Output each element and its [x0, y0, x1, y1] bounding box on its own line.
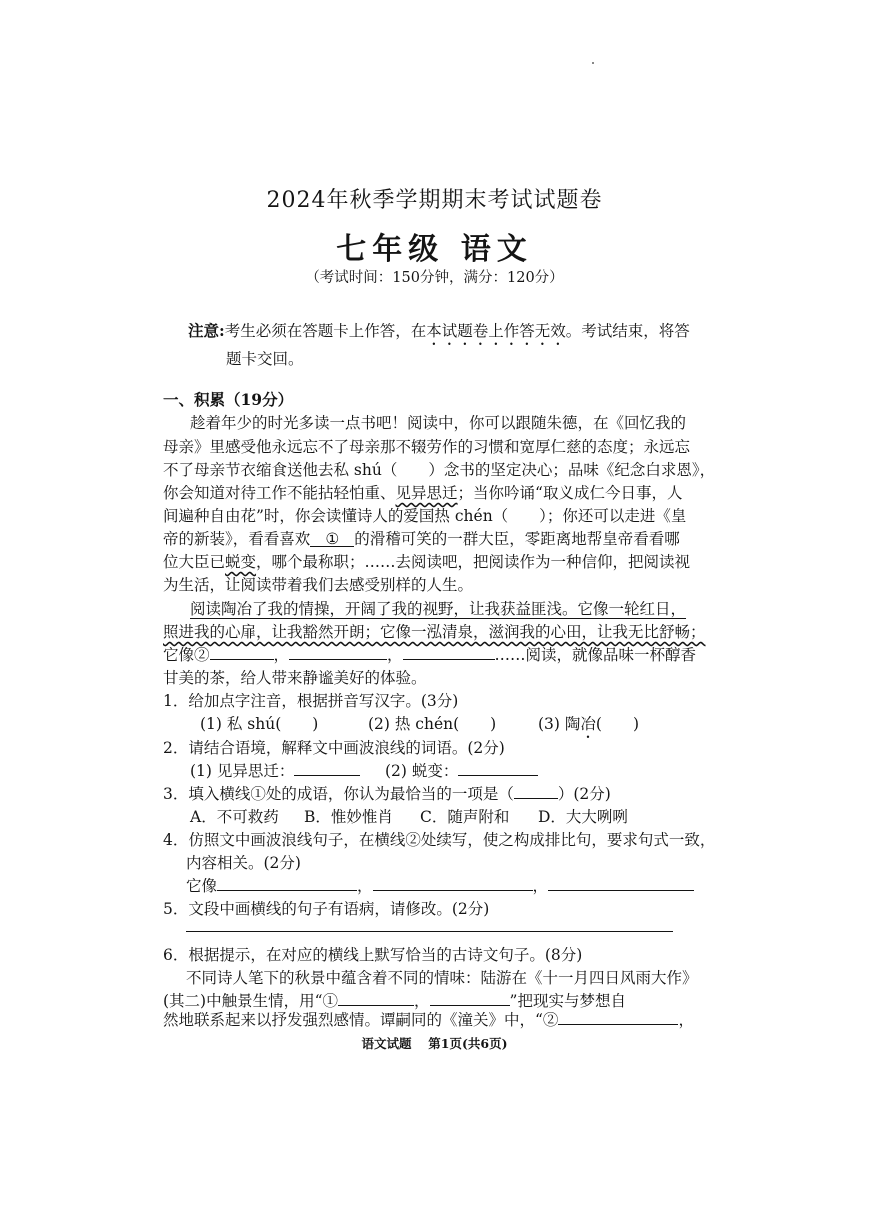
notice-emphasis: 本试题卷上作答无效: [426, 322, 566, 340]
passage-line: 甘美的茶，给人带来静谧美好的体验。: [163, 669, 427, 687]
q6-blank-1a: [338, 989, 414, 1006]
q4-blank-1: [217, 874, 357, 891]
passage-line: 位大臣已蜕变，哪个最称职；……去阅读吧，把阅读作为一种信仰，把阅读视: [163, 553, 691, 571]
wavy-term-tuibian: 蜕变: [225, 553, 257, 571]
q1-item-2: (2) 热 chén( ): [368, 715, 497, 733]
scan-speck: [592, 62, 594, 64]
q5-answer-line: [186, 931, 673, 932]
blank-1: ①: [310, 530, 354, 547]
subject-title: 七年级 语文: [336, 232, 533, 267]
wavy-term-jianyisiqian: 见异思迁: [395, 484, 458, 502]
blank-2b: [289, 643, 387, 660]
page-footer: 语文试题 第1页(共6页): [361, 1036, 508, 1051]
q6-passage-line: 然地联系起来以抒发强烈感情。谭嗣同的《潼关》中，“② ，: [163, 1008, 694, 1030]
question-4: 4．仿照文中画波浪线句子，在横线②处续写，使之构成排比句，要求句式一致，: [163, 831, 716, 849]
section-heading: 一、积累（19分）: [163, 390, 294, 409]
q4-blank-2: [373, 874, 533, 891]
passage-line: 为生活，让阅读带着我们去感受别样的人生。: [163, 576, 474, 594]
q3-option-c: C．随声附和: [420, 808, 510, 826]
passage-line-blank-2: 它像② ， ， ……阅读，就像品味一杯醇香: [163, 643, 696, 665]
q3-option-b: B．惟妙惟肖: [304, 808, 393, 826]
notice-line-2: 题卡交回。: [226, 350, 304, 368]
notice-label: 注意:: [188, 321, 225, 340]
q3-answer-blank: [514, 782, 558, 799]
question-2: 2．请结合语境，解释文中画波浪线的词语。(2分): [163, 739, 505, 757]
q4-answer-line: 它像 ， ，: [186, 874, 694, 896]
q2-blank-1: [294, 759, 360, 776]
q1-item-1: (1) 私 shú( ): [200, 715, 319, 733]
q4-blank-3: [548, 874, 694, 891]
wavy-sentence: 照进我的心扉，让我豁然开朗；它像一泓清泉，滋润我的心田，让我无比舒畅；: [163, 623, 706, 641]
underlined-sentence: 阅读陶冶了我的情操，开阔了我的视野，让我获益匪浅。它像一轮红日，: [190, 600, 687, 618]
exam-time-score: （考试时间：150分钟，满分：120分）: [305, 270, 564, 286]
passage-line: 趁着年少的时光多读一点书吧！阅读中，你可以跟随朱德，在《回忆我的: [190, 414, 687, 432]
passage-line: 间遍种自由花”时，你会读懂诗人的爱国热 chén（ ）；你还可以走进《皇: [163, 507, 687, 525]
question-6: 6．根据提示，在对应的横线上默写恰当的古诗文句子。(8分): [163, 946, 583, 964]
question-1: 1．给加点字注音，根据拼音写汉字。(3分): [163, 692, 459, 710]
q2-item-1: (1) 见异思迁：: [190, 759, 360, 781]
passage-line: 不了母亲节衣缩食送他去私 shú（ ）念书的坚定决心；品味《纪念白求恩》，: [163, 461, 716, 479]
blank-2a: [210, 643, 274, 660]
q6-blank-1b: [430, 989, 510, 1006]
q6-passage-line: 不同诗人笔下的秋景中蕴含着不同的情味：陆游在《十一月四日风雨大作》: [186, 969, 698, 987]
question-3: 3．填入横线①处的成语，你认为最恰当的一项是（ ）(2分): [163, 782, 611, 804]
question-5: 5．文段中画横线的句子有语病，请修改。(2分): [163, 900, 490, 918]
notice-line-1: 注意:考生必须在答题卡上作答，在本试题卷上作答无效。考试结束，将答: [188, 321, 690, 340]
q6-blank-2: [558, 1008, 678, 1025]
q1-item-3: (3) 陶冶( ): [538, 715, 640, 733]
passage-line: 帝的新装》，看看喜欢 ① 的滑稽可笑的一群大臣，零距离地帮皇帝看看哪: [163, 530, 680, 548]
q3-option-d: D．大大咧咧: [538, 808, 628, 826]
q3-option-a: A．不可救药: [190, 808, 279, 826]
blank-2c: [403, 643, 495, 660]
q6-passage-line: (其二)中触景生情，用“① ， ”把现实与梦想自: [163, 989, 626, 1011]
exam-title: 2024年秋季学期期末考试试题卷: [266, 188, 603, 213]
q2-item-2: (2) 蜕变：: [385, 759, 538, 781]
passage-line: 你会知道对待工作不能拈轻怕重、见异思迁；当你吟诵“取义成仁今日事，人: [163, 484, 683, 502]
q2-blank-2: [458, 759, 538, 776]
passage-line: 母亲》里感受他永远忘不了母亲那不辍劳作的习惯和宽厚仁慈的态度；永远忘: [163, 438, 691, 456]
question-4-cont: 内容相关。(2分): [186, 854, 301, 872]
